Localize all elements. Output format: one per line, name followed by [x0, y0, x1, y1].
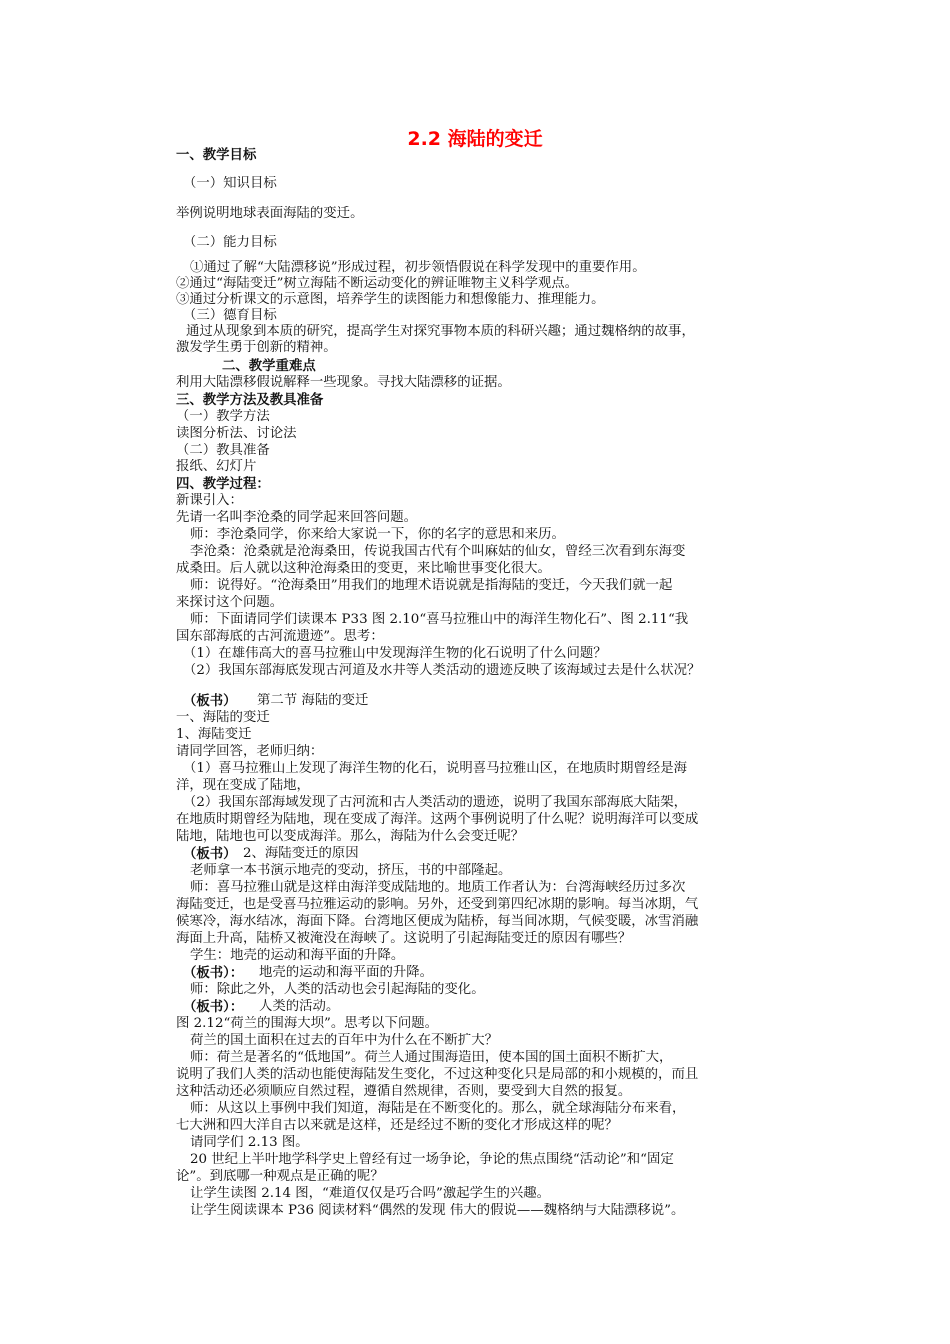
paragraph-line: 候寒冷，海水结冰，海面下降。台湾地区便成为陆桥，每当间冰期，气候变暖，冰雪消融 [176, 914, 699, 929]
paragraph-line: 先请一名叫李沧桑的同学起来回答问题。 [176, 510, 418, 525]
paragraph-line: 论”。到底哪一种观点是正确的呢？ [176, 1169, 384, 1184]
paragraph-line: 人类的活动。 [259, 999, 340, 1014]
paragraph-line: 荷兰的国土面积在过去的百年中为什么在不断扩大？ [190, 1033, 498, 1048]
subheading-teaching-method: （一）教学方法 [176, 409, 270, 424]
paragraph-line: ①通过了解“大陆漂移说”形成过程，初步领悟假说在科学发现中的重要作用。 [190, 260, 646, 275]
board-note-label: （板书）： [183, 999, 244, 1015]
paragraph-line: 这种活动还必须顺应自然过程，遵循自然规律，否则，要受到大自然的报复。 [176, 1084, 632, 1099]
paragraph-line: 陆地，陆地也可以变成海洋。那么，海陆为什么会变迁呢？ [176, 829, 525, 844]
paragraph-line: 海面上升高，陆桥又被淹没在海峡了。这说明了引起海陆变迁的原因有哪些？ [176, 931, 632, 946]
paragraph-line: （2）我国东部海域发现了古河流和古人类活动的遗迹，说明了我国东部海底大陆架， [183, 795, 687, 810]
heading-teaching-process: 四、教学过程： [176, 476, 270, 492]
paragraph-line: 新课引入： [176, 493, 243, 508]
paragraph-line: 20 世纪上半叶地学科学史上曾经有过一场争论，争论的焦点围绕“活动论”和“固定 [190, 1152, 674, 1167]
paragraph-line: 师：李沧桑同学，你来给大家说一下，你的名字的意思和来历。 [190, 527, 565, 542]
board-note-label: （板书） [183, 693, 237, 709]
paragraph-line: 1、海陆变迁 [176, 727, 252, 742]
paragraph-line: 成桑田。后人就以这种沧海桑田的变更，来比喻世事变化很大。 [176, 561, 551, 576]
paragraph-line: 让学生阅读课本 P36 阅读材料“偶然的发现 伟大的假说——魏格纳与大陆漂移说”。 [190, 1203, 685, 1218]
paragraph-line: 师：喜马拉雅山就是这样由海洋变成陆地的。地质工作者认为：台湾海峡经历过多次 [190, 880, 686, 895]
paragraph-line: 请同学回答，老师归纳： [176, 744, 324, 759]
subheading-knowledge-goal: （一）知识目标 [183, 176, 277, 191]
heading-teaching-goals: 一、教学目标 [176, 147, 257, 163]
paragraph-line: 在地质时期曾经为陆地，现在变成了海洋。这两个事例说明了什么呢？说明海洋可以变成 [176, 812, 699, 827]
paragraph-line: 师：除此之外，人类的活动也会引起海陆的变化。 [190, 982, 485, 997]
paragraph-line: （1）喜马拉雅山上发现了海洋生物的化石，说明喜马拉雅山区，在地质时期曾经是海 [183, 761, 687, 776]
paragraph-line: 师：从这以上事例中我们知道，海陆是在不断变化的。那么，就全球海陆分布来看， [190, 1101, 686, 1116]
paragraph-line: 让学生读图 2.14 图，“难道仅仅是巧合吗”激起学生的兴趣。 [190, 1186, 551, 1201]
subheading-teaching-tools: （二）教具准备 [176, 443, 270, 458]
paragraph-line: 师：下面请同学们读课本 P33 图 2.10“喜马拉雅山中的海洋生物化石”、图 2.11“我 [190, 612, 689, 627]
paragraph-line: 海陆变迁，也是受喜马拉雅运动的影响。另外，还受到第四纪冰期的影响。每当冰期，气 [176, 897, 699, 912]
paragraph-line: 图 2.12“荷兰的围海大坝”。思考以下问题。 [176, 1016, 439, 1031]
subheading-ability-goal: （二）能力目标 [183, 235, 277, 250]
paragraph-line: 读图分析法、讨论法 [176, 426, 297, 441]
paragraph-line: 通过从现象到本质的研究，提高学生对探究事物本质的科研兴趣；通过魏格纳的故事， [186, 324, 695, 339]
paragraph-line: 洋，现在变成了陆地， [176, 778, 310, 793]
paragraph-line: 说明了我们人类的活动也能使海陆发生变化，不过这种变化只是局部的和小规模的，而且 [176, 1067, 699, 1082]
paragraph-line: 报纸、幻灯片 [176, 459, 257, 474]
paragraph-line: 李沧桑：沧桑就是沧海桑田，传说我国古代有个叫麻姑的仙女，曾经三次看到东海变 [190, 544, 686, 559]
paragraph-line: （1）在雄伟高大的喜马拉雅山中发现海洋生物的化石说明了什么问题？ [183, 646, 607, 661]
paragraph-line: 师：荷兰是著名的“低地国”。荷兰人通过围海造田，使本国的国土面积不断扩大， [190, 1050, 673, 1065]
paragraph-line: 七大洲和四大洋自古以来就是这样，还是经过不断的变化才形成这样的呢？ [176, 1118, 618, 1133]
paragraph-line: 请同学们 2.13 图。 [190, 1135, 309, 1150]
paragraph-line: 利用大陆漂移假说解释一些现象。寻找大陆漂移的证据。 [176, 375, 511, 390]
paragraph-line: 地壳的运动和海平面的升降。 [259, 965, 434, 980]
paragraph-line: 一、海陆的变迁 [176, 710, 270, 725]
paragraph-line: （2）我国东部海底发现古河道及水井等人类活动的遗迹反映了该海域过去是什么状况？ [183, 663, 701, 678]
subheading-moral-goal: （三）德育目标 [183, 308, 277, 323]
paragraph-line: 学生：地壳的运动和海平面的升降。 [190, 948, 405, 963]
board-note-label: （板书） [183, 846, 237, 862]
page-title: 2.2 海陆的变迁 [407, 128, 543, 150]
paragraph-line: ③通过分析课文的示意图，培养学生的读图能力和想像能力、推理能力。 [176, 292, 605, 307]
paragraph-line: 国东部海底的古河流遗迹”。思考： [176, 629, 384, 644]
board-note-label: （板书）： [183, 965, 244, 981]
heading-key-difficulties: 二、教学重难点 [222, 358, 316, 374]
paragraph-line: 举例说明地球表面海陆的变迁。 [176, 206, 364, 221]
paragraph-line: ②通过“海陆变迁”树立海陆不断运动变化的辨证唯物主义科学观点。 [176, 276, 579, 291]
section-title: 第二节 海陆的变迁 [257, 693, 369, 708]
paragraph-line: 2、海陆变迁的原因 [243, 846, 359, 861]
paragraph-line: 激发学生勇于创新的精神。 [176, 340, 337, 355]
heading-methods-tools: 三、教学方法及教具准备 [176, 392, 324, 408]
paragraph-line: 师：说得好。“沧海桑田”用我们的地理术语说就是指海陆的变迁，今天我们就一起 [190, 578, 673, 593]
paragraph-line: 老师拿一本书演示地壳的变动，挤压，书的中部隆起。 [190, 863, 512, 878]
paragraph-line: 来探讨这个问题。 [176, 595, 284, 610]
